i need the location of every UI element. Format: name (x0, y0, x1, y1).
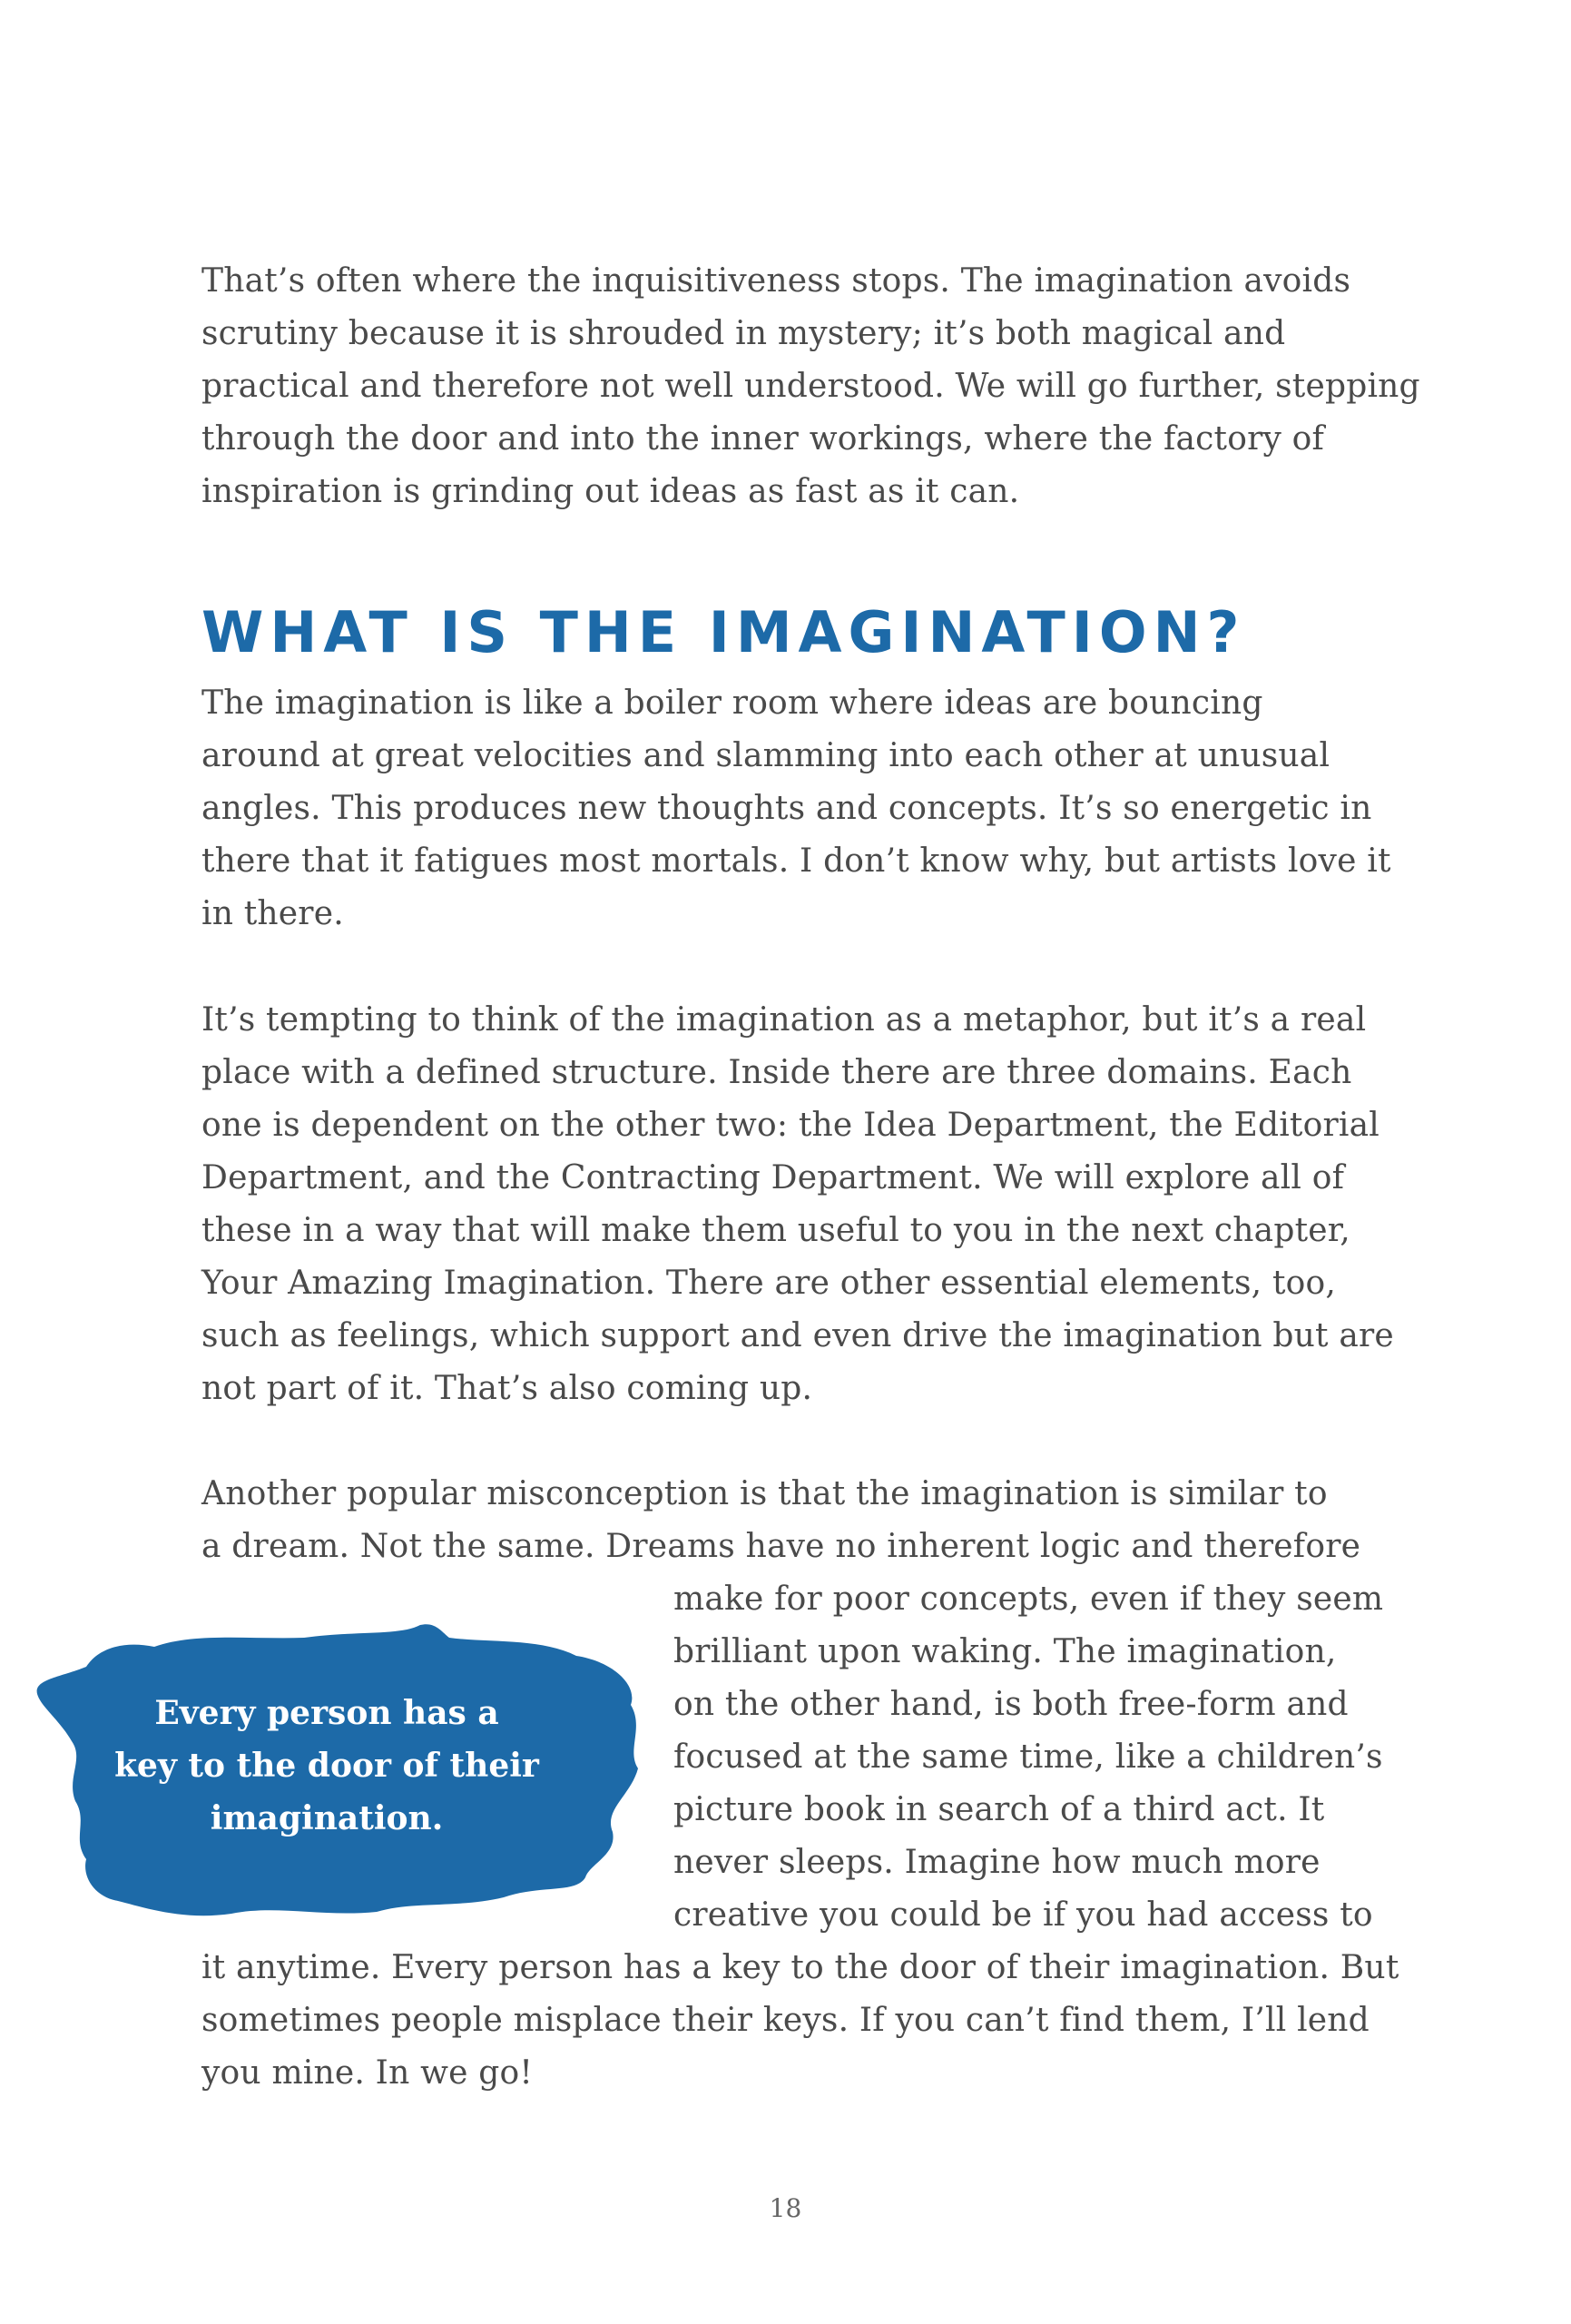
callout-quote (113, 1687, 540, 1845)
text-line: inspiration is grinding out ideas as fast as it can. (201, 473, 1020, 510)
text-line: Another popular misconception is that the imagination is similar to (201, 1475, 1328, 1512)
text-line: Your Amazing Imagination. There are other essential elements, too, (201, 1265, 1336, 1302)
text-line: scrutiny because it is shrouded in mystery; it’s both magical and (201, 315, 1286, 352)
text-line: such as feelings, which support and even drive the imagination but are (201, 1317, 1394, 1354)
text-line: The imagination is like a boiler room where ideas are bouncing (201, 684, 1263, 722)
text-line: through the door and into the inner workings, where the factory of (201, 420, 1325, 458)
page-number: 18 (769, 2193, 802, 2223)
text-line: these in a way that will make them useful to you in the next chapter, (201, 1212, 1350, 1249)
text-line: focused at the same time, like a children’s (673, 1738, 1383, 1776)
text-line: That’s often where the inquisitiveness stops. The imagination avoids (201, 262, 1351, 300)
text-line: one is dependent on the other two: the Idea Department, the Editorial (201, 1107, 1380, 1144)
text-line: around at great velocities and slamming into each other at unusual (201, 737, 1330, 774)
text-line: there that it fatigues most mortals. I don’t know why, but artists love it (201, 842, 1391, 880)
text-line: angles. This produces new thoughts and concepts. It’s so energetic in (201, 790, 1372, 827)
callout-line: key to the door of their (114, 1747, 539, 1785)
text-line: practical and therefore not well understood. We will go further, stepping (201, 368, 1420, 405)
text-line: make for poor concepts, even if they seem (673, 1581, 1384, 1618)
callout-line: imagination. (210, 1799, 444, 1837)
text-line: you mine. In we go! (201, 2054, 534, 2092)
pull-quote-callout (32, 1605, 649, 1923)
text-line: never sleeps. Imagine how much more (673, 1844, 1321, 1881)
text-line: not part of it. That’s also coming up. (201, 1370, 813, 1407)
text-line: in there. (201, 895, 344, 932)
text-line: place with a defined structure. Inside there are three domains. Each (201, 1054, 1352, 1091)
text-line: brilliant upon waking. The imagination, (673, 1633, 1337, 1670)
text-line: picture book in search of a third act. It (673, 1791, 1325, 1828)
text-line: Department, and the Contracting Department. We will explore all of (201, 1159, 1345, 1196)
section-heading: WHAT IS THE IMAGINATION? (201, 599, 1246, 665)
text-line: sometimes people misplace their keys. If you can’t find them, I’ll lend (201, 2002, 1370, 2039)
callout-line: Every person has a (154, 1694, 499, 1732)
text-line: it anytime. Every person has a key to the door of their imagination. But (201, 1949, 1399, 1986)
text-line: a dream. Not the same. Dreams have no inherent logic and therefore (201, 1528, 1361, 1565)
text-line: creative you could be if you had access to (673, 1896, 1373, 1934)
text-line: on the other hand, is both free-form and (673, 1686, 1349, 1723)
text-line: It’s tempting to think of the imagination as a metaphor, but it’s a real (201, 1001, 1367, 1039)
